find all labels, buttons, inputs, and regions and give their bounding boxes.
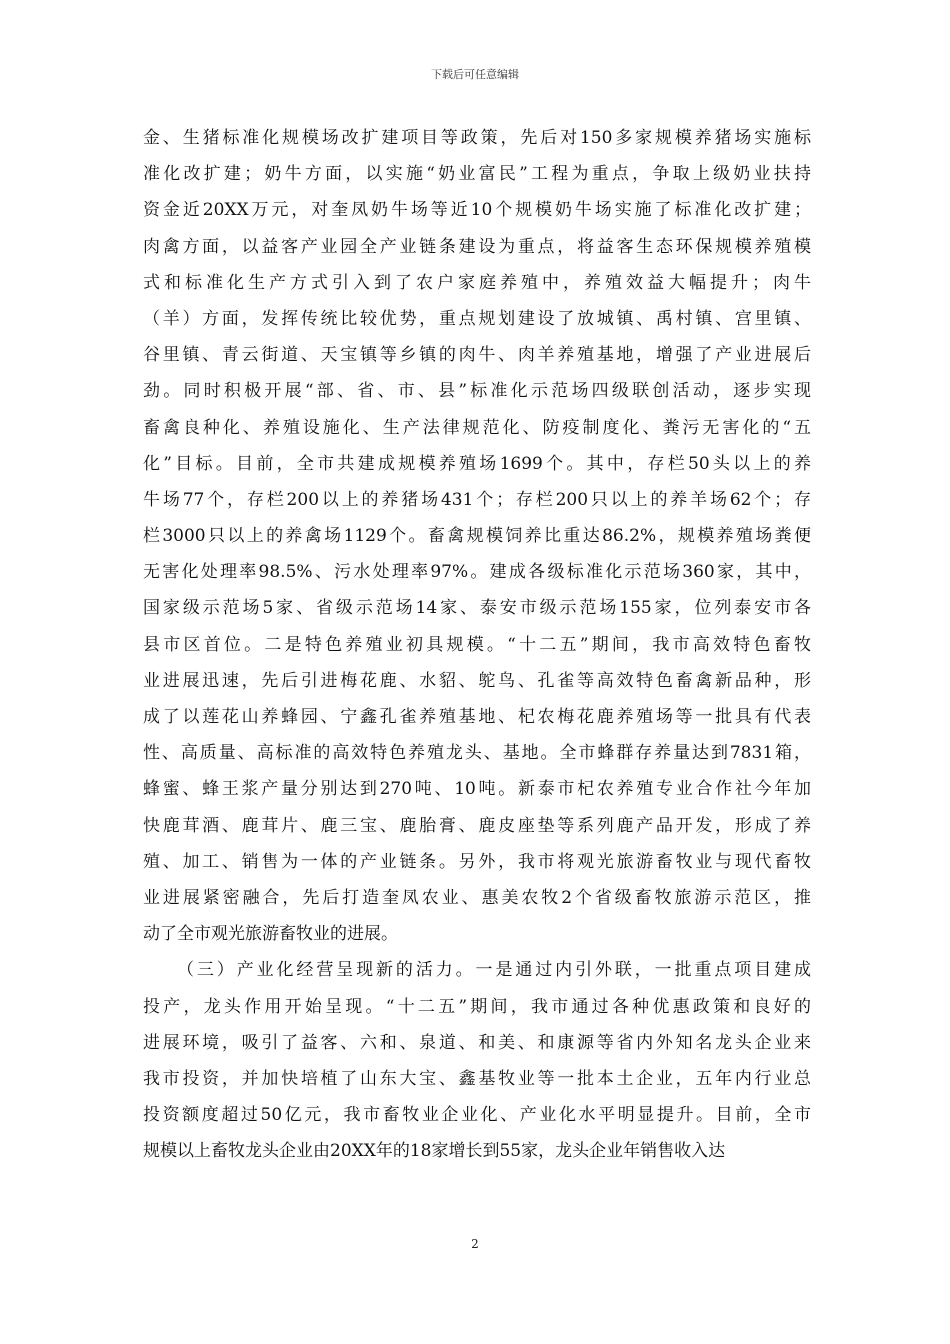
text-line: 栏3000只以上的养禽场1129个。畜禽规模饲养比重达86.2%，规模养殖场粪便 [143, 526, 811, 547]
text-line: 殖、加工、销售为一体的产业链条。另外，我市将观光旅游畜牧业与现代畜牧 [143, 851, 811, 872]
text-line: 劲。同时积极开展“部、省、市、县”标准化示范场四级联创活动，逐步实现 [143, 381, 811, 402]
text-line: 县市区首位。二是特色养殖业初具规模。“十二五”期间，我市高效特色畜牧 [143, 634, 811, 655]
text-line: 无害化处理率98.5%、污水处理率97%。建成各级标准化示范场360家，其中， [143, 562, 811, 583]
text-line: 规模以上畜牧龙头企业由20XX年的18家增长到55家，龙头企业年销售收入达 [143, 1141, 726, 1162]
text-line: 资金近20XX万元，对奎凤奶牛场等近10个规模奶牛场实施了标准化改扩建； [143, 200, 811, 221]
text-line: 我市投资，并加快培植了山东大宝、鑫基牧业等一批本土企业，五年内行业总 [143, 1068, 811, 1089]
text-line: 准化改扩建；奶牛方面，以实施“奶业富民”工程为重点，争取上级奶业扶持 [143, 164, 811, 185]
text-line: 成了以莲花山养蜂园、宁鑫孔雀养殖基地、杞农梅花鹿养殖场等一批具有代表 [143, 707, 811, 727]
text-line: 国家级示范场5家、省级示范场14家、泰安市级示范场155家，位列泰安市各 [143, 598, 811, 619]
text-line: 投资额度超过50亿元，我市畜牧业企业化、产业化水平明显提升。目前，全市 [143, 1105, 811, 1126]
text-line: 投产，龙头作用开始呈现。“十二五”期间，我市通过各种优惠政策和良好的 [143, 996, 811, 1017]
text-line: （三）产业化经营呈现新的活力。一是通过内引外联，一批重点项目建成 [177, 960, 811, 981]
text-line: 动了全市观光旅游畜牧业的进展。 [143, 924, 398, 945]
text-line: 快鹿茸酒、鹿茸片、鹿三宝、鹿胎膏、鹿皮座垫等系列鹿产品开发，形成了养 [143, 815, 811, 836]
text-line: 畜禽良种化、养殖设施化、生产法律规范化、防疫制度化、粪污无害化的“五 [143, 417, 811, 438]
text-line: 金、生猪标准化规模场改扩建项目等政策，先后对150多家规模养猪场实施标 [143, 128, 811, 148]
document-body [143, 120, 811, 1169]
text-line: 性、高质量、高标准的高效特色养殖龙头、基地。全市蜂群存养量达到7831箱， [143, 743, 811, 764]
paragraph [143, 952, 811, 1169]
text-line: 业进展迅速，先后引进梅花鹿、水貂、鸵鸟、孔雀等高效特色畜禽新品种，形 [143, 670, 811, 691]
text-line: 牛场77个，存栏200以上的养猪场431个；存栏200只以上的养羊场62个；存 [143, 489, 811, 510]
text-line: 肉禽方面，以益客产业园全产业链条建设为重点，将益客生态环保规模养殖模 [143, 236, 811, 257]
text-line: 式和标准化生产方式引入到了农户家庭养殖中，养殖效益大幅提升；肉牛 [143, 272, 811, 293]
text-line: 谷里镇、青云街道、天宝镇等乡镇的肉牛、肉羊养殖基地，增强了产业进展后 [143, 345, 811, 366]
text-line: （羊）方面，发挥传统比较优势，重点规划建设了放城镇、禹村镇、宫里镇、 [143, 308, 811, 329]
page-number: 2 [471, 1237, 479, 1251]
text-line: 蜂蜜、蜂王浆产量分别达到270吨、10吨。新泰市杞农养殖专业合作社今年加 [143, 779, 811, 800]
page-header-note: 下载后可任意编辑 [431, 68, 519, 81]
text-line: 业进展紧密融合，先后打造奎凤农业、惠美农牧2个省级畜牧旅游示范区，推 [143, 887, 811, 908]
text-line: 化”目标。目前，全市共建成规模养殖场1699个。其中，存栏50头以上的养 [143, 453, 811, 474]
text-line: 进展环境，吸引了益客、六和、泉道、和美、和康源等省内外知名龙头企业来 [143, 1032, 811, 1053]
paragraph [143, 120, 811, 952]
